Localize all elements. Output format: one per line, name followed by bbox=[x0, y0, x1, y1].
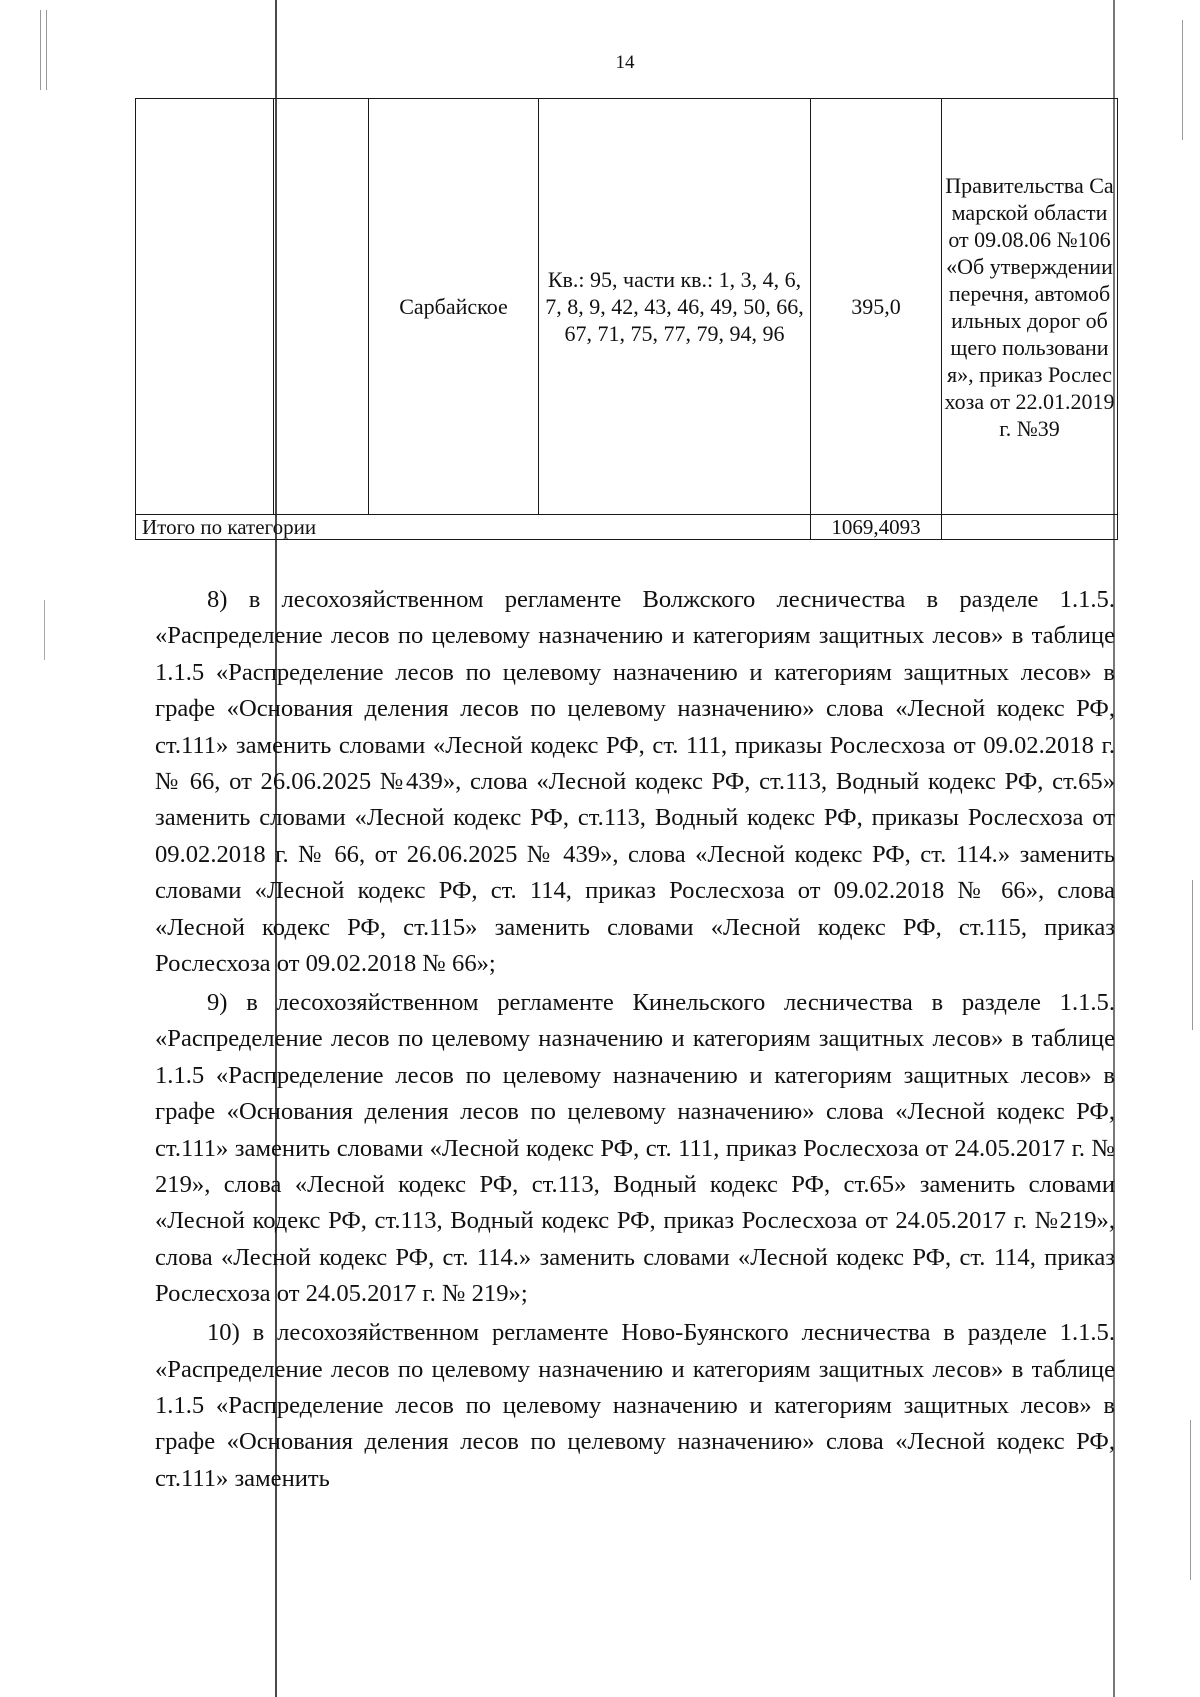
paragraph-10: 10) в лесохозяйственном регламенте Ново-Буянского лесничества в разделе 1.1.5. «Распределение лесов по целевому назначению и категориям защитных лесов» в таблице 1.1.5 «Распределение лесов по целевому назначению и категориям защитных лесов» в графе «Основания деления лесов по целевому назначению» слова «Лесной кодекс РФ, ст.111» заменить bbox=[155, 1319, 1115, 1492]
document-body bbox=[155, 582, 1115, 1500]
total-label: Итого по категории bbox=[136, 515, 811, 540]
table-total-row bbox=[136, 515, 1118, 540]
scan-artifact-line bbox=[1190, 1420, 1191, 1580]
scan-artifact-line bbox=[40, 10, 41, 90]
area-cell: 395,0 bbox=[811, 99, 942, 515]
forest-distribution-table bbox=[135, 98, 1118, 540]
table-cell-empty bbox=[274, 99, 369, 515]
forestry-cell: Сарбайское bbox=[369, 99, 539, 515]
paragraph-9: 9) в лесохозяйственном регламенте Кинельского лесничества в разделе 1.1.5. «Распределение лесов по целевому назначению и категориям защитных лесов» в таблице 1.1.5 «Распределение лесов по целевому назначению и категориям защитных лесов» в графе «Основания деления лесов по целевому назначению» слова «Лесной кодекс РФ, ст.111» заменить словами «Лесной кодекс РФ, ст. 111, приказ Рослесхоза от 24.05.2017 г. № 219», слова «Лесной кодекс РФ, ст.113, Водный кодекс РФ, ст.65» заменить словами «Лесной кодекс РФ, ст.113, Водный кодекс РФ, приказ Рослесхоза от 24.05.2017 г. №219», слова «Лесной кодекс РФ, ст. 114.» заменить словами «Лесной кодекс РФ, ст. 114, приказ Рослесхоза от 24.05.2017 г. № 219»; bbox=[155, 988, 1115, 1308]
quarters-cell: Кв.: 95, части кв.: 1, 3, 4, 6, 7, 8, 9, 42, 43, 46, 49, 50, 66, 67, 71, 75, 77, 79, 94, 96 bbox=[539, 99, 811, 515]
basis-cell: Правительства Самарской области от 09.08.06 №106 «Об утверждении перечня, автомобильных дорог общего пользования», приказ Рослесхоза от 22.01.2019 г. №39 bbox=[942, 99, 1118, 515]
table-cell-empty bbox=[136, 99, 274, 515]
scan-artifact-line bbox=[1192, 880, 1193, 1030]
scan-artifact-line bbox=[46, 10, 47, 90]
table-row bbox=[136, 99, 1118, 515]
scan-artifact-line bbox=[44, 600, 45, 660]
scan-artifact-line bbox=[1182, 20, 1183, 140]
page-number: 14 bbox=[615, 52, 635, 73]
total-basis bbox=[942, 515, 1118, 540]
total-area: 1069,4093 bbox=[811, 515, 942, 540]
paragraph-8: 8) в лесохозяйственном регламенте Волжского лесничества в разделе 1.1.5. «Распределение лесов по целевому назначению и категориям защитных лесов» в таблице 1.1.5 «Распределение лесов по целевому назначению и категориям защитных лесов» в графе «Основания деления лесов по целевому назначению» слова «Лесной кодекс РФ, ст.111» заменить словами «Лесной кодекс РФ, ст. 111, приказы Рослесхоза от 09.02.2018 г. № 66, от 26.06.2025 №439», слова «Лесной кодекс РФ, ст.113, Водный кодекс РФ, ст.65» заменить словами «Лесной кодекс РФ, ст.113, Водный кодекс РФ, приказы Рослесхоза от 09.02.2018 г. № 66, от 26.06.2025 № 439», слова «Лесной кодекс РФ, ст. 114.» заменить словами «Лесной кодекс РФ, ст. 114, приказ Рослесхоза от 09.02.2018 № 66», слова «Лесной кодекс РФ, ст.115» заменить словами «Лесной кодекс РФ, ст.115, приказ Рослесхоза от 09.02.2018 № 66»; bbox=[155, 586, 1115, 978]
